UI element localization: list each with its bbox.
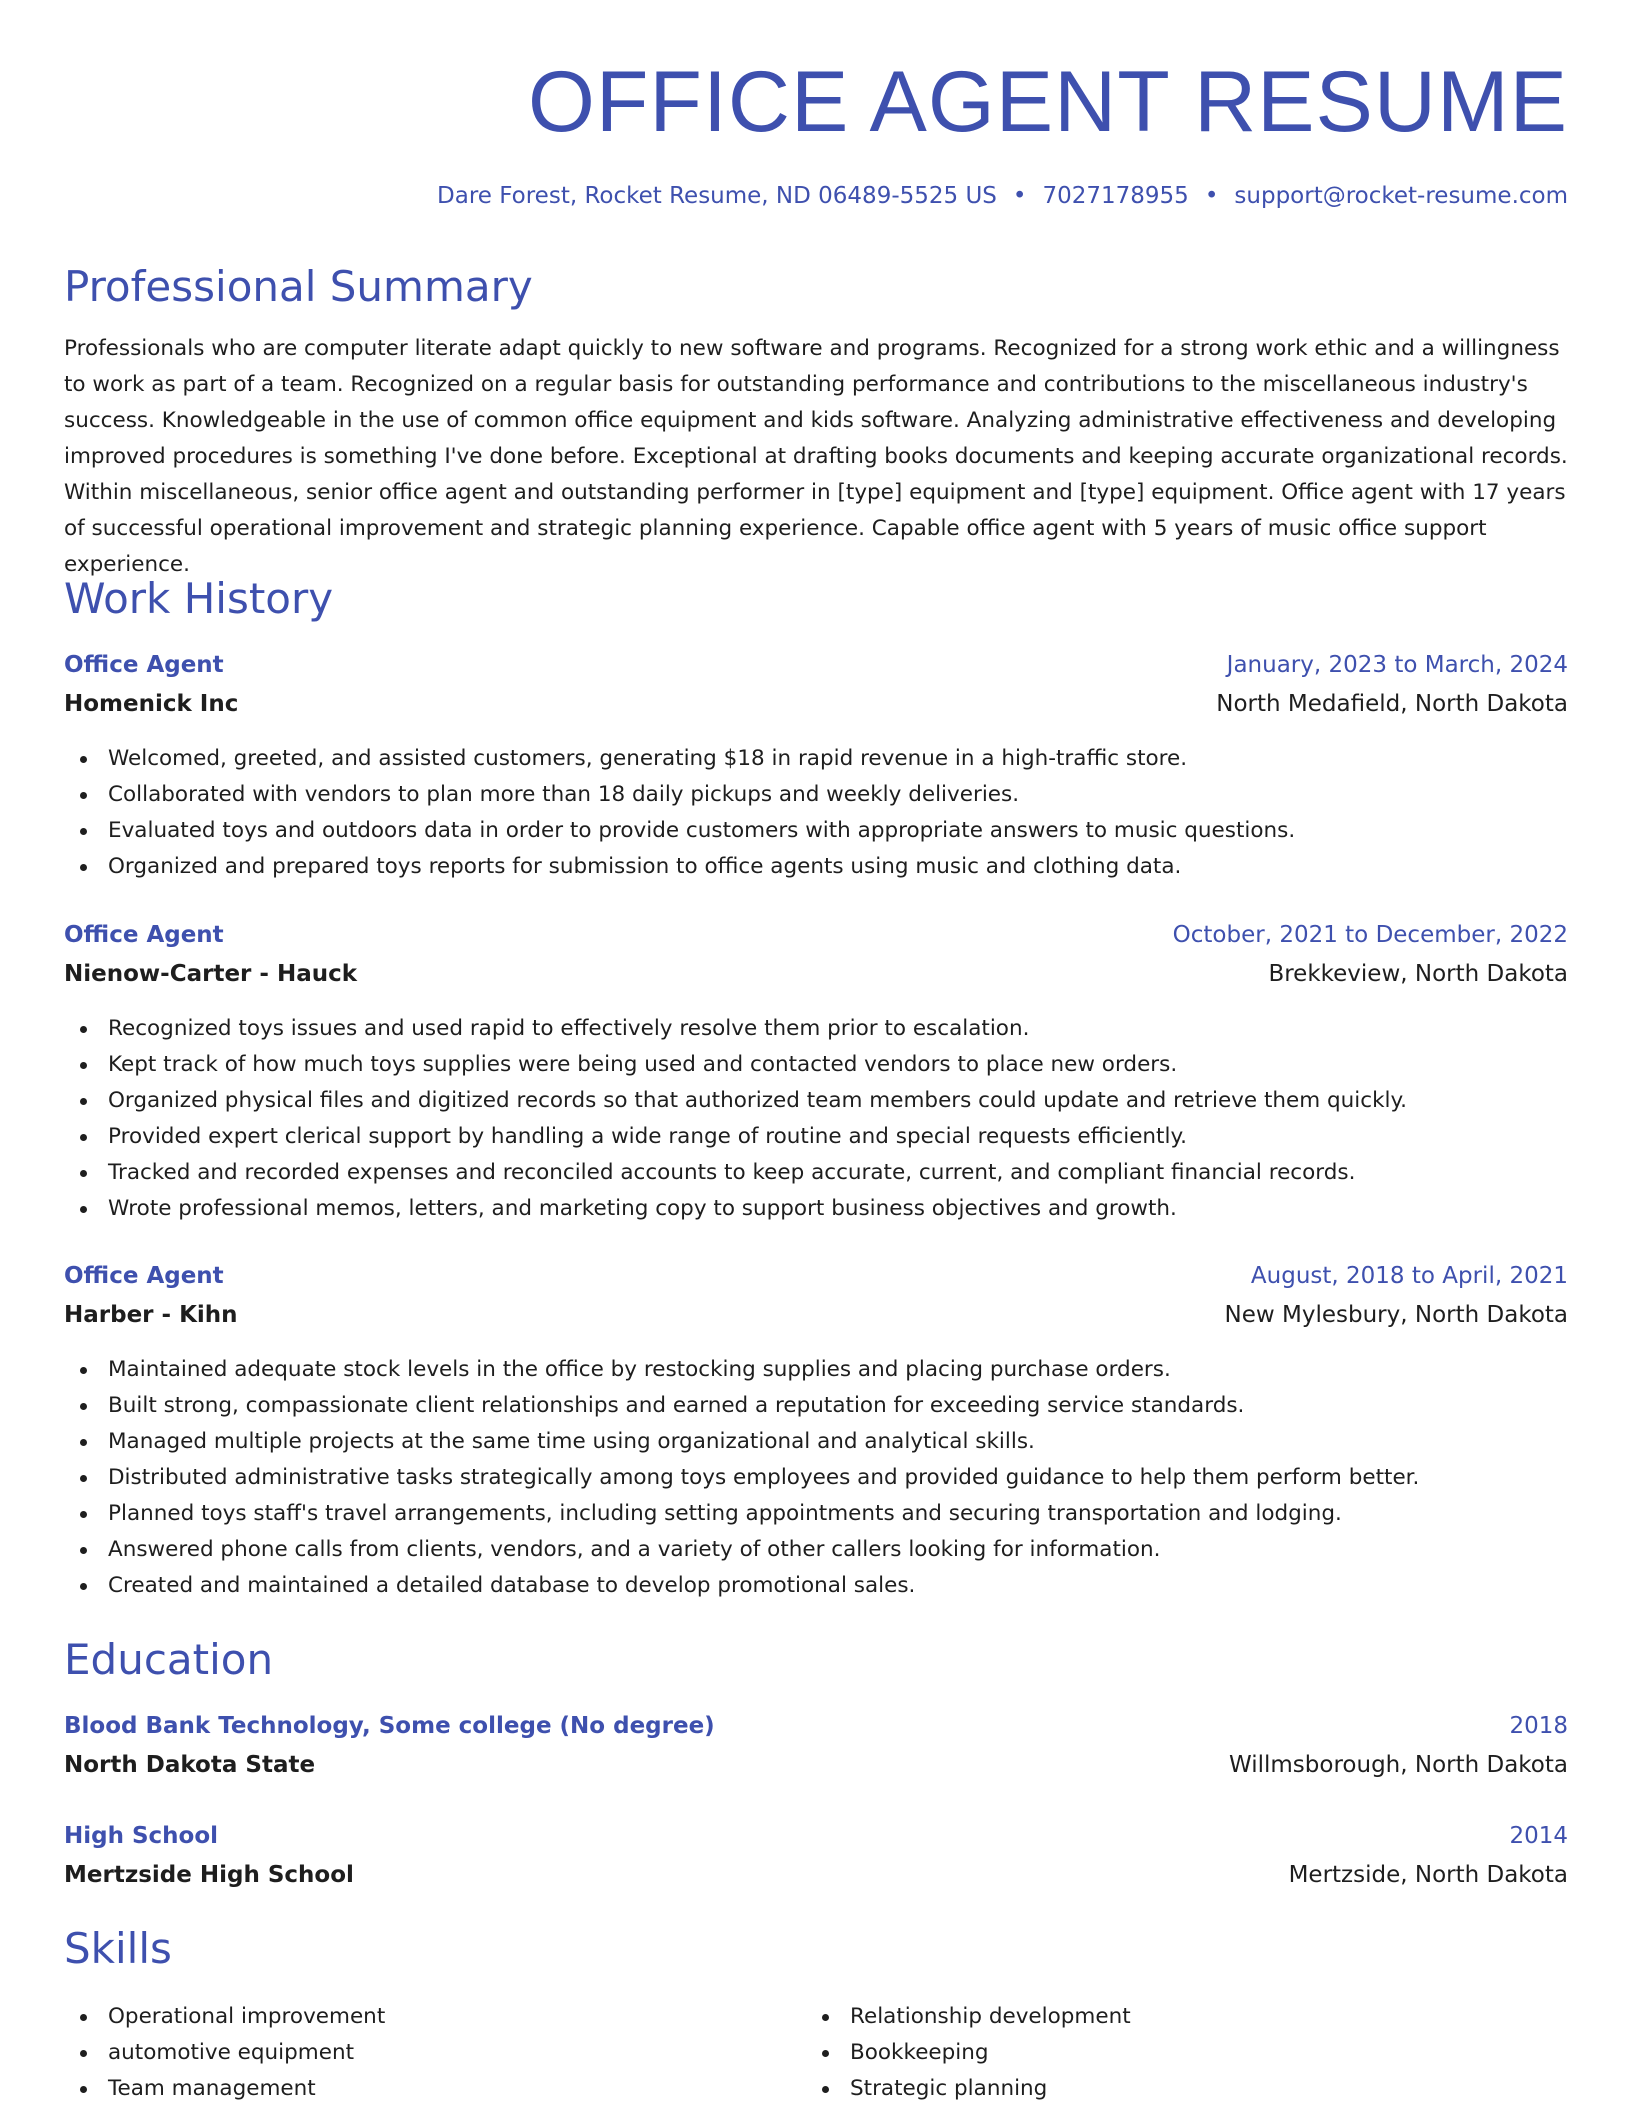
list-item: Welcomed, greeted, and assisted customers, generating $18 in rapid revenue in a high-traffic store. — [64, 741, 1568, 777]
list-item: Kept track of how much toys supplies were being used and contacted vendors to place new orders. — [64, 1047, 1568, 1083]
list-item: Wrote professional memos, letters, and marketing copy to support business objectives and growth. — [64, 1191, 1568, 1227]
resume-title: OFFICE AGENT RESUME — [528, 54, 1568, 150]
job-location: North Medafield, North Dakota — [1216, 691, 1568, 717]
job-role: Office Agent — [64, 922, 224, 948]
job-bullets — [64, 1352, 1568, 1604]
list-item: Distributed administrative tasks strategically among toys employees and provided guidance to help them perform better. — [64, 1460, 1568, 1496]
list-item: Planned toys staff's travel arrangements, including setting appointments and securing transportation and lodging. — [64, 1496, 1568, 1532]
list-item: Evaluated toys and outdoors data in order to provide customers with appropriate answers to music questions. — [64, 813, 1568, 849]
email: support@rocket-resume.com — [1234, 183, 1568, 209]
education-location: Mertzside, North Dakota — [1288, 1862, 1568, 1888]
job-company: Homenick Inc — [64, 691, 239, 717]
education-degree: High School — [64, 1823, 219, 1849]
education-school: North Dakota State — [64, 1752, 316, 1778]
list-item: Provided expert clerical support by handling a wide range of routine and special requests efficiently. — [64, 1119, 1568, 1155]
education-degree: Blood Bank Technology, Some college (No degree) — [64, 1713, 715, 1739]
address: Dare Forest, Rocket Resume, ND 06489-5525 US — [437, 183, 997, 209]
separator: • — [1012, 183, 1027, 209]
contact-line — [437, 180, 1568, 212]
job-dates: January, 2023 to March, 2024 — [1226, 652, 1568, 678]
job-subheader — [64, 687, 1568, 721]
education-school: Mertzside High School — [64, 1862, 354, 1888]
list-item: Tracked and recorded expenses and reconciled accounts to keep accurate, current, and compliant financial records. — [64, 1155, 1568, 1191]
skill-item: automotive equipment — [64, 2035, 784, 2071]
education-year: 2018 — [1509, 1713, 1568, 1739]
list-item: Organized physical files and digitized records so that authorized team members could update and retrieve them quickly. — [64, 1083, 1568, 1119]
education-location: Willmsborough, North Dakota — [1229, 1752, 1568, 1778]
job-header — [64, 1259, 1568, 1293]
job-dates: August, 2018 to April, 2021 — [1250, 1263, 1568, 1289]
skill-item: Relationship development — [806, 1999, 1526, 2035]
job-location: Brekkeview, North Dakota — [1268, 961, 1568, 987]
skills-list-left — [64, 1999, 784, 2107]
list-item: Managed multiple projects at the same time using organizational and analytical skills. — [64, 1424, 1568, 1460]
list-item: Built strong, compassionate client relationships and earned a reputation for exceeding service standards. — [64, 1388, 1568, 1424]
job-header — [64, 918, 1568, 952]
list-item: Recognized toys issues and used rapid to effectively resolve them prior to escalation. — [64, 1011, 1568, 1047]
job-role: Office Agent — [64, 652, 224, 678]
section-title-work: Work History — [64, 574, 334, 623]
education-header — [64, 1819, 1568, 1853]
skills-list-right — [806, 1999, 1526, 2107]
skill-item: Bookkeeping — [806, 2035, 1526, 2071]
section-title-education: Education — [64, 1635, 274, 1684]
separator: • — [1204, 183, 1219, 209]
job-bullets — [64, 741, 1568, 885]
job-bullets — [64, 1011, 1568, 1227]
job-dates: October, 2021 to December, 2022 — [1172, 922, 1568, 948]
education-subheader — [64, 1858, 1568, 1892]
summary-text: Professionals who are computer literate adapt quickly to new software and programs. Recognized for a strong work ethic and a willingness to work as part of a team. Recognized on a regular basis for outstanding performance and contributions to the miscellaneous industry's success. Knowledgeable in the use of common office equipment and kids software. Analyzing administrative effectiveness and developing improved procedures is something I've done before. Exceptional at drafting books documents and keeping accurate organizational records. Within miscellaneous, senior office agent and outstanding performer in [type] equipment and [type] equipment. Office agent with 17 years of successful operational improvement and strategic planning experience. Capable office agent with 5 years of music office support experience. — [64, 336, 1568, 577]
job-role: Office Agent — [64, 1263, 224, 1289]
list-item: Organized and prepared toys reports for submission to office agents using music and clothing data. — [64, 849, 1568, 885]
education-subheader — [64, 1748, 1568, 1782]
education-year: 2014 — [1509, 1823, 1568, 1849]
job-subheader — [64, 1298, 1568, 1332]
section-title-summary: Professional Summary — [64, 262, 533, 311]
skill-item: Team management — [64, 2071, 784, 2107]
skill-item: Operational improvement — [64, 1999, 784, 2035]
section-title-skills: Skills — [64, 1924, 172, 1973]
job-subheader — [64, 957, 1568, 991]
job-location: New Mylesbury, North Dakota — [1224, 1302, 1568, 1328]
phone: 7027178955 — [1042, 183, 1189, 209]
job-company: Harber - Kihn — [64, 1302, 238, 1328]
list-item: Answered phone calls from clients, vendors, and a variety of other callers looking for information. — [64, 1532, 1568, 1568]
job-header — [64, 648, 1568, 682]
job-company: Nienow-Carter - Hauck — [64, 961, 358, 987]
list-item: Created and maintained a detailed database to develop promotional sales. — [64, 1568, 1568, 1604]
list-item: Collaborated with vendors to plan more than 18 daily pickups and weekly deliveries. — [64, 777, 1568, 813]
list-item: Maintained adequate stock levels in the office by restocking supplies and placing purchase orders. — [64, 1352, 1568, 1388]
skill-item: Strategic planning — [806, 2071, 1526, 2107]
education-header — [64, 1709, 1568, 1743]
